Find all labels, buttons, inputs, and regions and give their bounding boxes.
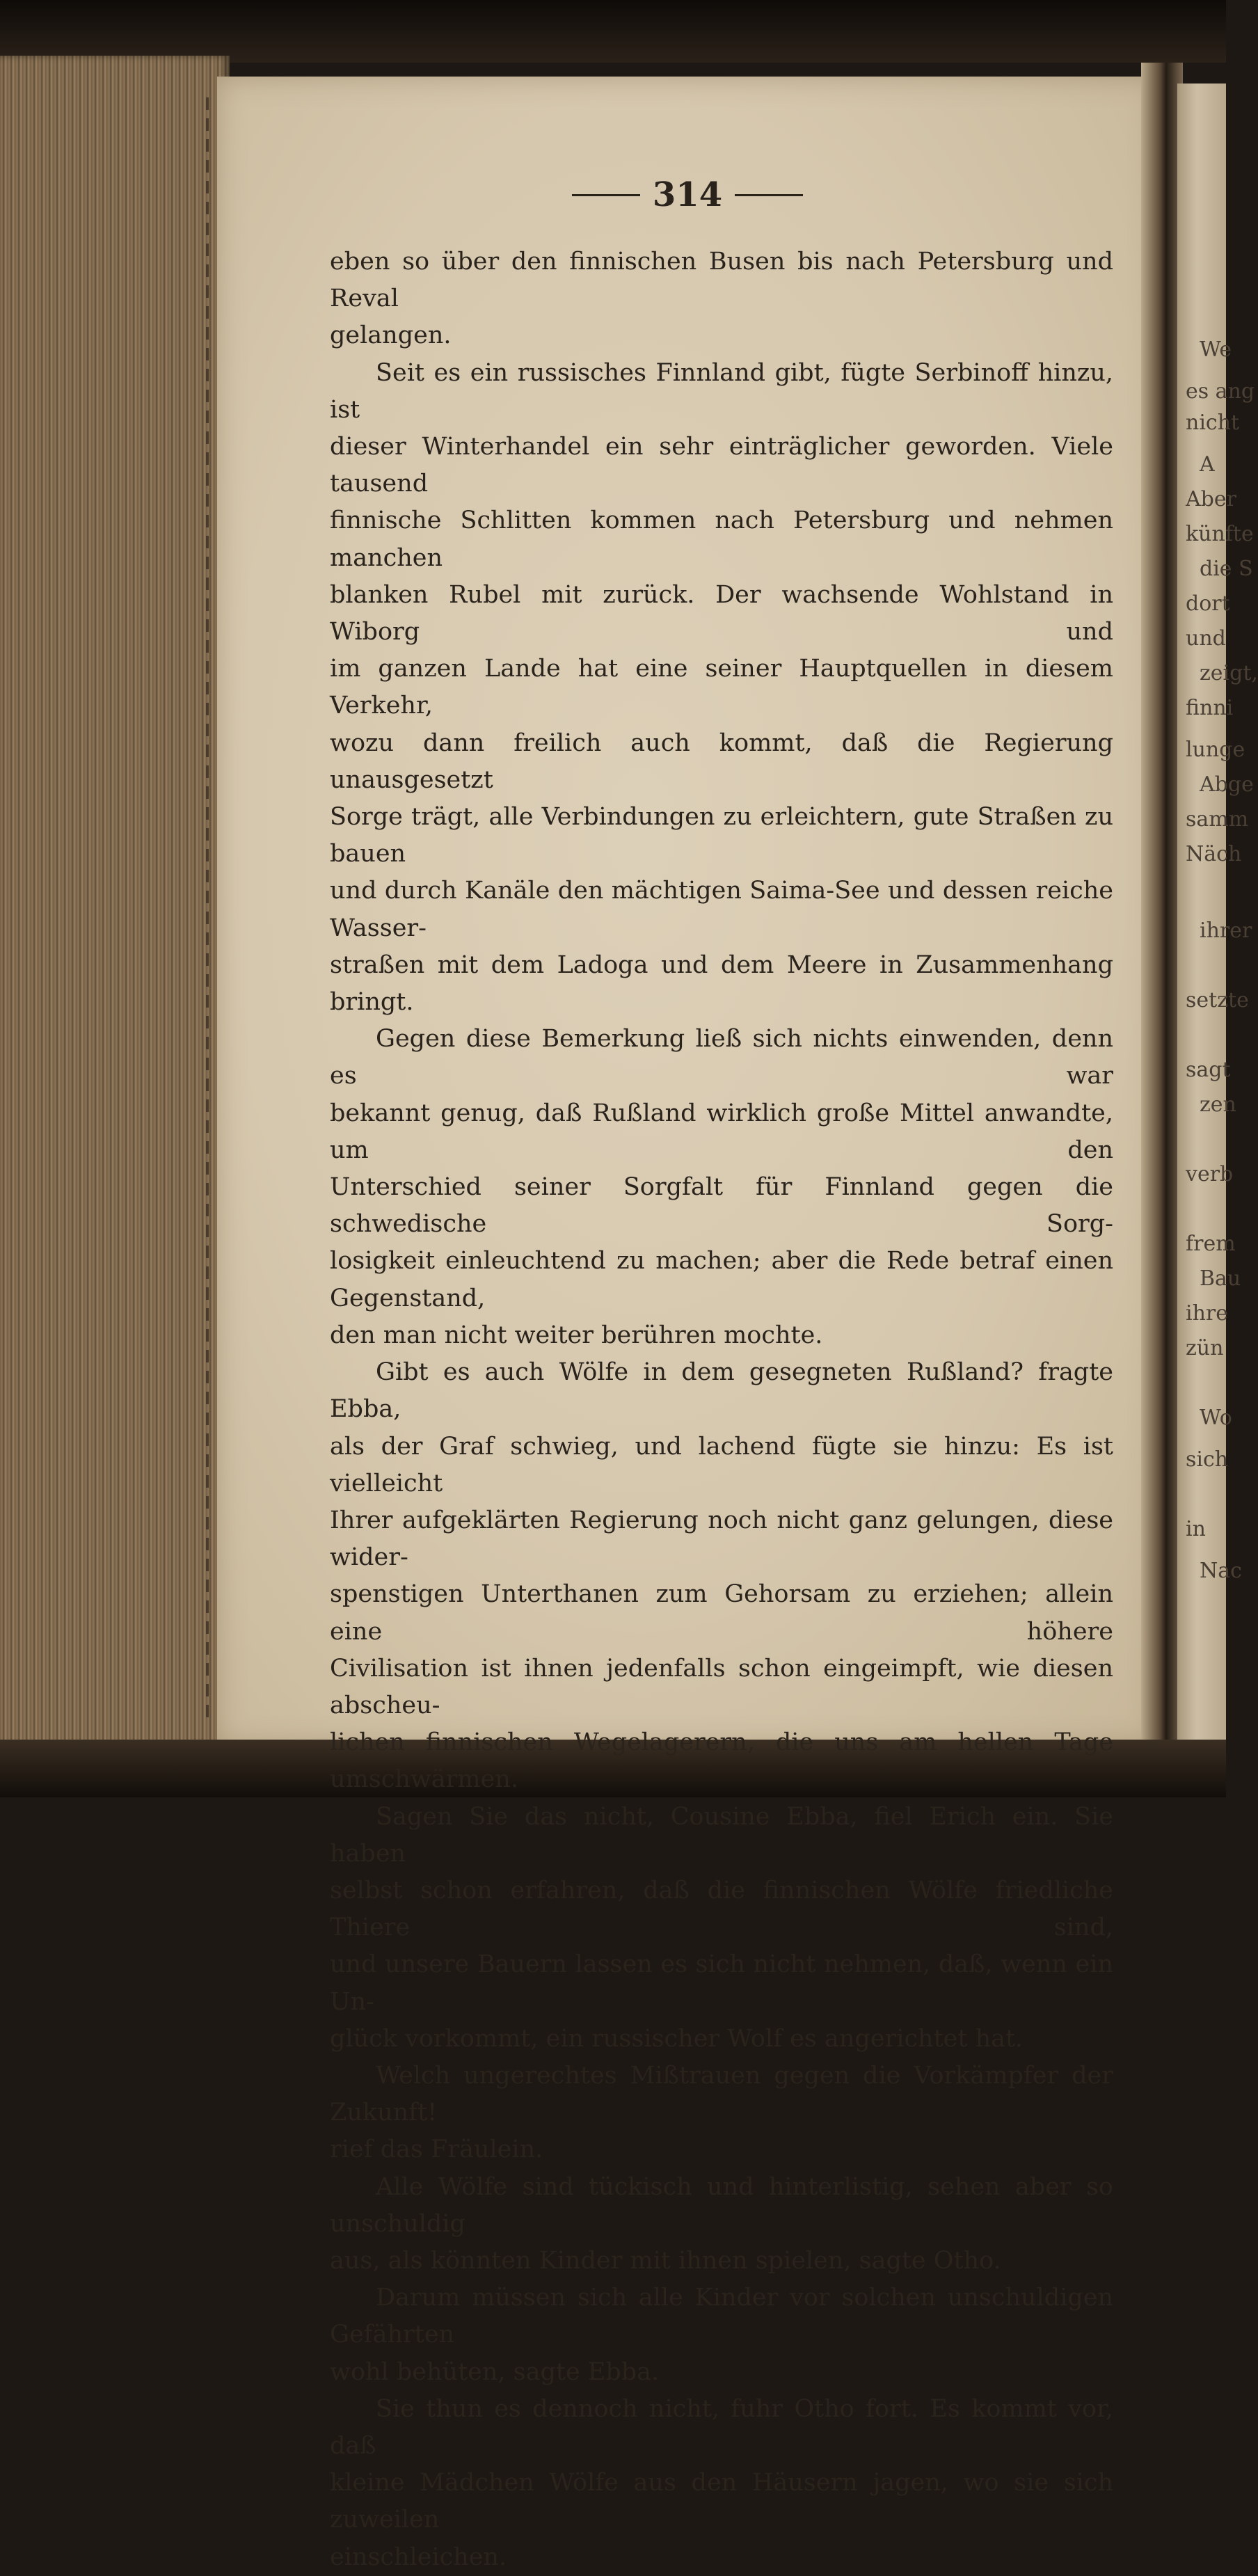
text-line: bekannt genug, daß Rußland wirklich große Mittel anwandte, um den [330, 1099, 1113, 1164]
next-page-text: zün [1186, 1336, 1224, 1360]
next-page-text: künfte [1186, 522, 1254, 546]
next-page-text: Näch [1186, 842, 1242, 866]
text-line: im ganzen Lande hat eine seiner Hauptquellen in diesem Verkehr, [330, 655, 1113, 720]
text-line: aus, als könnten Kinder mit ihnen spielen, sagte Otho. [330, 2246, 1001, 2275]
text-line: rief das Fräulein. [330, 2136, 543, 2164]
text-line: eben so über den finnischen Busen bis nach Petersburg und Reval [330, 248, 1113, 313]
next-page-fragment [1177, 84, 1258, 1740]
text-line: Darum müssen sich alle Kinder vor solchen unschuldigen Gefährten [330, 2284, 1113, 2349]
text-line: und durch Kanäle den mächtigen Saima-See und dessen reiche Wasser- [330, 877, 1113, 942]
text-line: den man nicht weiter berühren mochte. [330, 1321, 823, 1349]
text-line: dieser Winterhandel ein sehr einträglicher geworden. Viele tausend [330, 433, 1113, 498]
page-number: 314 [652, 175, 723, 214]
body-text [330, 244, 1113, 2576]
next-page-text: lunge [1186, 738, 1245, 762]
text-line: Ihrer aufgeklärten Regierung noch nicht ganz gelungen, diese wider- [330, 1506, 1113, 1572]
text-line: Sorge trägt, alle Verbindungen zu erleichtern, gute Straßen zu bauen [330, 803, 1113, 868]
text-line: glück vorkommt, ein russischer Wolf es angerichtet hat. [330, 2024, 1024, 2053]
book-page-edges [0, 56, 230, 1747]
next-page-text: frem [1186, 1232, 1236, 1256]
next-page-text: We [1200, 337, 1232, 362]
next-page-text: zen [1200, 1092, 1236, 1117]
next-page-text: verb [1186, 1162, 1234, 1186]
next-page-text: sich [1186, 1447, 1229, 1472]
text-line: Welch ungerechtes Mißtrauen gegen die Vorkämpfer der Zukunft! [330, 2061, 1113, 2127]
text-line: lichen finnischen Wegelagerern, die uns am hellen Tage umschwärmen. [330, 1728, 1113, 1794]
text-line: selbst schon erfahren, daß die finnischen Wölfe friedliche Thiere sind, [330, 1876, 1113, 1942]
text-line: Unterschied seiner Sorgfalt für Finnland gegen die schwedische Sorg- [330, 1173, 1113, 1239]
text-line: finnische Schlitten kommen nach Petersburg und nehmen manchen [330, 507, 1113, 572]
next-page-text: in [1186, 1517, 1206, 1541]
next-page-text: Nac [1200, 1559, 1242, 1583]
next-page-text: Abge [1200, 772, 1254, 797]
page-edge-shadow [206, 97, 209, 1726]
book-gutter [1141, 63, 1183, 1754]
text-line: einschleichen. [330, 2543, 507, 2571]
next-page-text: ihrer [1200, 919, 1252, 943]
text-line: Gegen diese Bemerkung ließ sich nichts einwenden, denn es war [330, 1025, 1113, 1090]
text-line: wohl behüten, sagte Ebba. [330, 2358, 660, 2386]
text-line: als der Graf schwieg, und lachend fügte sie hinzu: Es ist vielleicht [330, 1432, 1113, 1497]
text-line: Alle Wölfe sind tückisch und hinterlistig, sehen aber so unschuldig [330, 2172, 1113, 2238]
next-page-text: finni [1186, 696, 1234, 720]
next-page-text: nicht [1186, 411, 1240, 435]
text-line: wozu dann freilich auch kommt, daß die Regierung unausgesetzt [330, 729, 1113, 794]
next-page-text: setzte [1186, 988, 1249, 1012]
next-page-text: Aber [1186, 487, 1236, 511]
next-page-text: Wo [1200, 1406, 1232, 1430]
text-line: Civilisation ist ihnen jedenfalls schon eingeimpft, wie diesen abscheu- [330, 1654, 1113, 1719]
next-page-text: zeigt, [1200, 661, 1258, 685]
next-page-text: die S [1200, 557, 1253, 581]
next-page-text: es ang [1186, 379, 1255, 404]
text-line: gelangen. [330, 321, 452, 350]
next-page-text: samm [1186, 807, 1249, 832]
next-page-text: ihre [1186, 1301, 1229, 1326]
text-line: kleine Mädchen Wölfe aus den Häusern jagen, wo sie sich zuweilen [330, 2469, 1113, 2534]
text-line: losigkeit einleuchtend zu machen; aber die Rede betraf einen Gegenstand, [330, 1247, 1113, 1312]
text-line: Seit es ein russisches Finnland gibt, fügte Serbinoff hinzu, ist [330, 358, 1113, 424]
header-rule-right [735, 194, 803, 196]
text-line: Gibt es auch Wölfe in dem gesegneten Rußland? fragte Ebba, [330, 1358, 1113, 1424]
text-line: spenstigen Unterthanen zum Gehorsam zu erziehen; allein eine höhere [330, 1580, 1113, 1646]
top-shadow [0, 0, 1226, 63]
text-line: Sie thun es dennoch nicht, fuhr Otho fort. Es kommt vor, daß [330, 2394, 1113, 2460]
text-line: Sagen Sie das nicht, Cousine Ebba, fiel Erich ein. Sie haben [330, 1802, 1113, 1868]
next-page-text: Bau [1200, 1266, 1241, 1291]
header-rule-left [572, 194, 640, 196]
next-page-text: sagt [1186, 1058, 1231, 1082]
text-line: blanken Rubel mit zurück. Der wachsende Wohlstand in Wiborg und [330, 580, 1113, 646]
text-line: und unsere Bauern lassen es sich nicht nehmen, daß, wenn ein Un- [330, 1950, 1113, 2016]
next-page-text: und [1186, 626, 1226, 651]
text-line: straßen mit dem Ladoga und dem Meere in Zusammenhang bringt. [330, 951, 1113, 1017]
page-header [217, 175, 1158, 214]
next-page-text: dort [1186, 591, 1230, 616]
next-page-text: A [1200, 452, 1215, 477]
